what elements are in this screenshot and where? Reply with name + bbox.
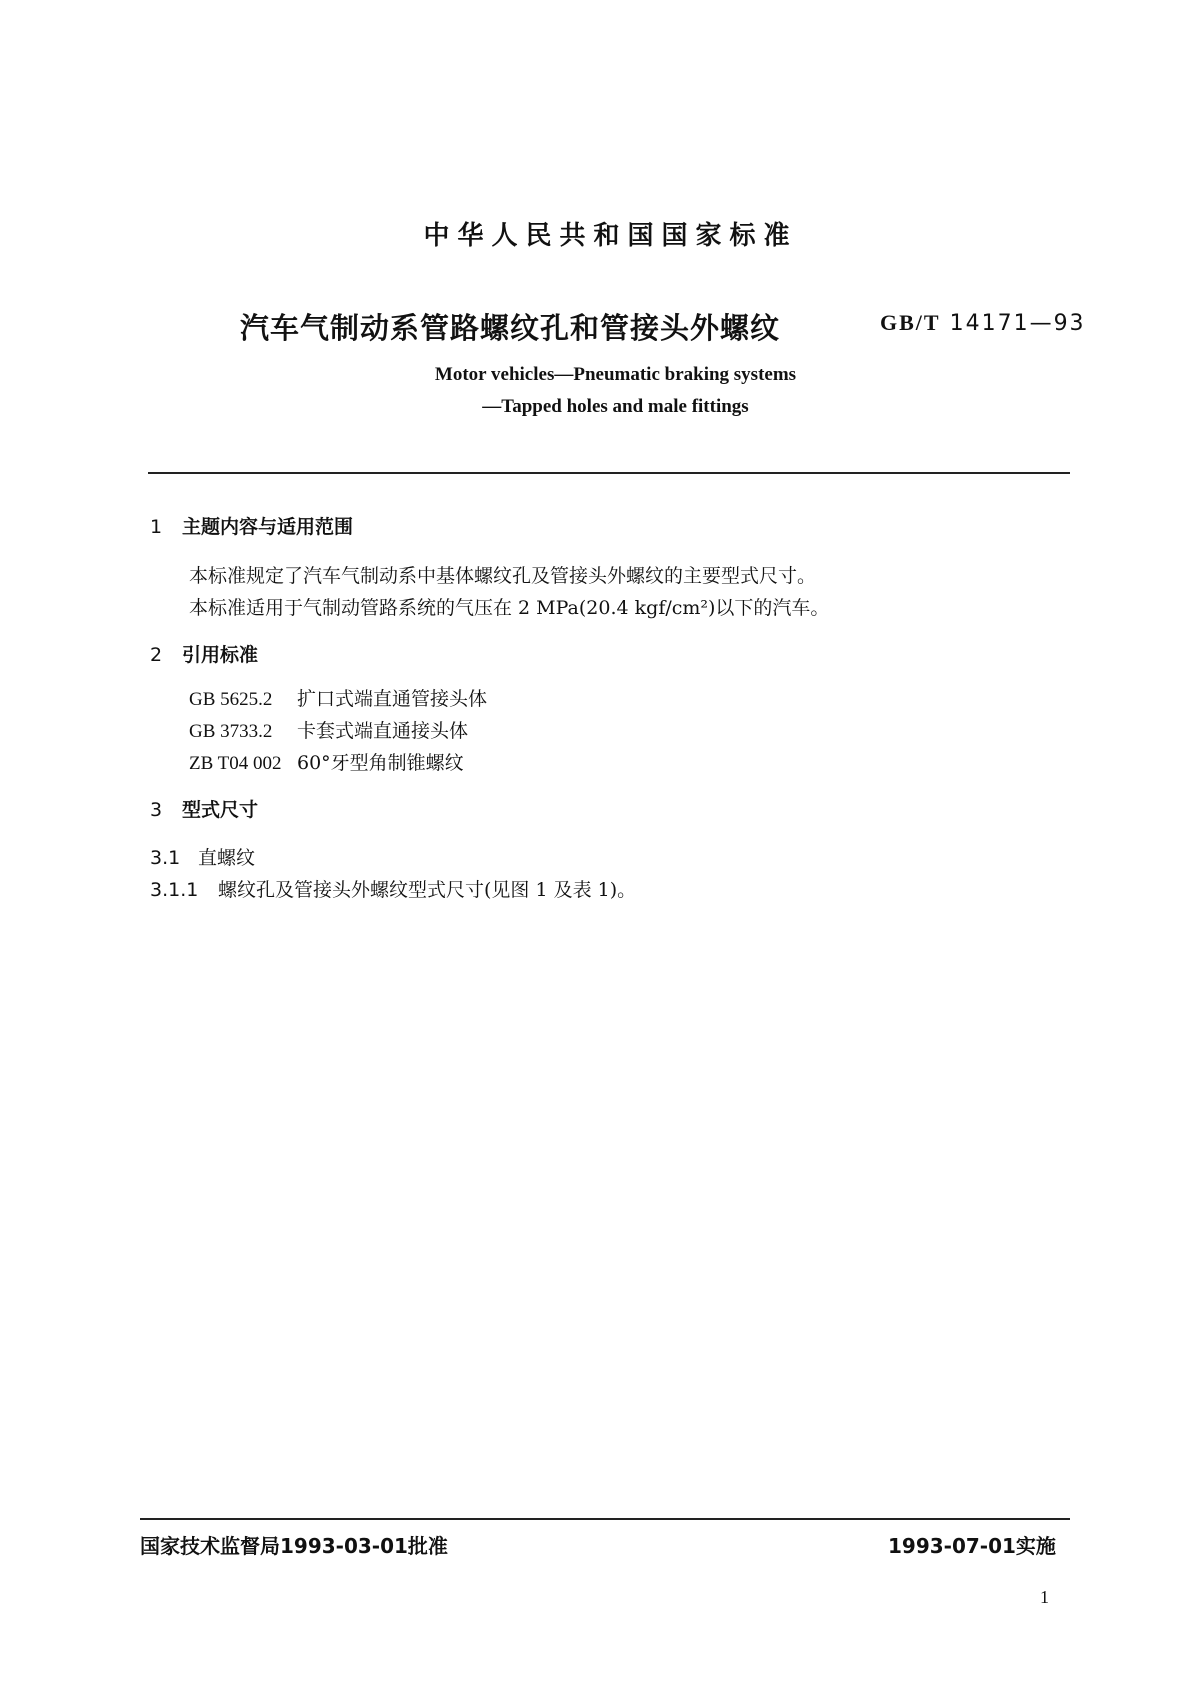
standard-title: 汽车气制动系管路螺纹孔和管接头外螺纹 (240, 311, 781, 345)
reference-title: 卡套式端直通接头体 (297, 720, 469, 742)
section-1-paragraph-2: 本标准适用于气制动管路系统的气压在 2 MPa(20.4 kgf/cm²)以下的汽车。 (189, 597, 830, 619)
reference-item (189, 748, 464, 775)
national-standard-heading: 中华人民共和国国家标准 (423, 221, 798, 251)
section-1-title: 主题内容与适用范围 (182, 516, 354, 538)
standard-code-prefix: GB/T (880, 310, 941, 335)
subsection-3-1-1-text: 螺纹孔及管接头外螺纹型式尺寸(见图 1 及表 1)。 (218, 879, 637, 901)
reference-code: GB 3733.2 (189, 721, 273, 742)
subsection-3-1-number: 3.1 (150, 847, 181, 869)
subsection-3-1 (150, 843, 255, 870)
section-1-paragraph-1: 本标准规定了汽车气制动系中基体螺纹孔及管接头外螺纹的主要型式尺寸。 (189, 565, 817, 587)
section-3-number: 3 (150, 799, 163, 821)
section-3-title: 型式尺寸 (182, 799, 259, 821)
section-1-number: 1 (150, 516, 163, 538)
reference-title: 60°牙型角制锥螺纹 (297, 752, 464, 774)
standard-code-number: 14171—93 (949, 311, 1086, 336)
implementation-date: 1993-07-01实施 (888, 1534, 1056, 1558)
subsection-3-1-1 (150, 875, 636, 902)
section-1-heading (150, 512, 353, 539)
reference-code: GB 5625.2 (189, 689, 273, 710)
section-3-heading (150, 795, 258, 822)
subsection-3-1-1-number: 3.1.1 (150, 879, 199, 901)
reference-title: 扩口式端直通管接头体 (297, 688, 488, 710)
footer-divider (140, 1518, 1070, 1520)
header-divider (148, 472, 1070, 474)
reference-item (189, 716, 468, 743)
english-title-line-1: Motor vehicles—Pneumatic braking systems (434, 364, 797, 385)
page-number: 1 (1040, 1587, 1049, 1607)
english-title-line-2: —Tapped holes and male fittings (482, 396, 749, 417)
section-2-title: 引用标准 (182, 644, 259, 666)
standard-code (880, 310, 1086, 336)
subsection-3-1-title: 直螺纹 (198, 847, 256, 869)
approval-date: 国家技术监督局1993-03-01批准 (140, 1534, 448, 1558)
section-2-number: 2 (150, 644, 163, 666)
section-2-heading (150, 640, 258, 667)
reference-code: ZB T04 002 (189, 753, 282, 774)
reference-item (189, 684, 487, 711)
